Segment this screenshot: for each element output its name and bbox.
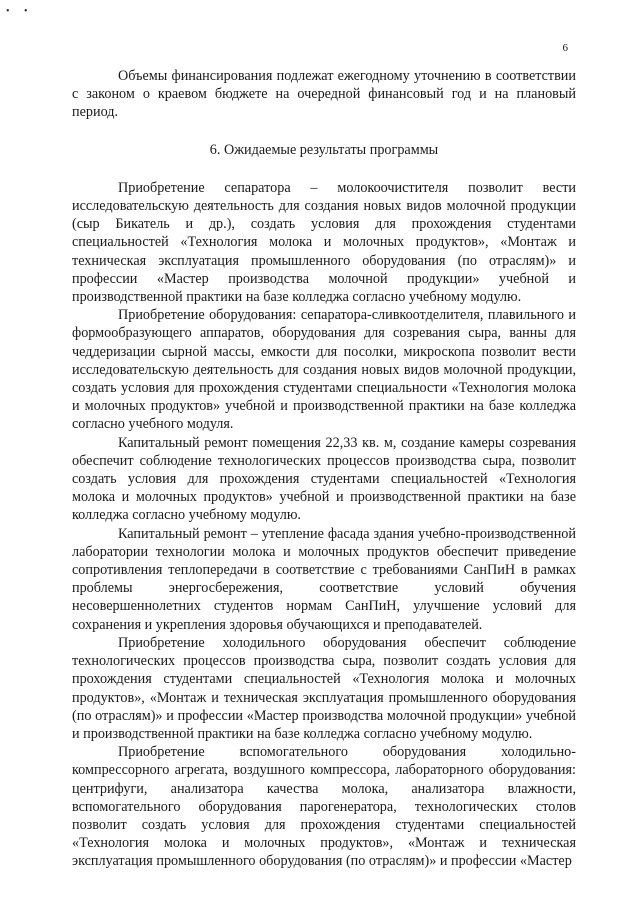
section-title: 6. Ожидаемые результаты программы [209, 141, 439, 158]
page-number: 6 [562, 42, 568, 54]
scan-corner-marks: • • [6, 6, 34, 17]
document-body [72, 67, 576, 871]
paragraph-renovation-facade: Капитальный ремонт – утепление фасада здания учебно-производственной лаборатории технологии молока и молочных продуктов обеспечит приведение сопротивления теплопередачи в соответствие с требованиями СанПиН в рамках проблемы энергосбережения, соответствие условий обучения несовершеннолетних студентов нормам СанПиН, улучшение условий для сохранения и укрепления здоровья обучающихся и преподавателей. [72, 525, 576, 633]
paragraph-equipment: Приобретение оборудования: сепаратора-сливкоотделителя, плавильного и формообразующего аппаратов, оборудования для созревания сыра, ванны для чеддеризации сырной массы, емкости для посолки, микроскопа позволит вести исследовательскую деятельность для создания новых видов молочной продукции, создать условия для прохождения студентами специальности «Технология молока и молочных продуктов» учебной и производственной практики на базе колледжа согласно учебного модуля. [72, 307, 576, 433]
paragraph-renovation-room: Капитальный ремонт помещения 22,33 кв. м, создание камеры созревания обеспечит соблюдение технологических процессов производства сыра, позволит создать условия для прохождения студентами специальностей «Технология молока и молочных продуктов» учебной и производственной практики на базе колледжа согласно учебному модулю. [72, 434, 576, 524]
paragraph-refrigeration: Приобретение холодильного оборудования обеспечит соблюдение технологических процессов производства сыра, позволит создать условия для прохождения студентами специальностей «Технология молока и молочных продуктов», «Монтаж и техническая эксплуатация промышленного оборудования (по отраслям)» и профессии «Мастер производства молочной продукции» учебной и производственной практики на базе колледжа согласно учебному модулю. [72, 634, 576, 742]
paragraph-auxiliary-equipment: Приобретение вспомогательного оборудования холодильно-компрессорного агрегата, воздушного компрессора, лабораторного оборудования: центрифуги, анализатора качества молока, анализатора влажности, вспомогательного оборудования парогенератора, технологических столов позволит создать условия для прохождения студентами специальностей «Технология молока и молочных продуктов», «Монтаж и техническая эксплуатация промышленного оборудования (по отраслям)» и профессии «Мастер [72, 744, 576, 870]
paragraph-separator: Приобретение сепаратора – молокоочистителя позволит вести исследовательскую деятельность для создания новых видов молочной продукции (сыр Бикатель и др.), создать условия для прохождения студентами специальностей «Технология молока и молочных продуктов», «Монтаж и техническая эксплуатация промышленного оборудования (по отраслям)» и профессии «Мастер производства молочной продукции» учебной и производственной практики на базе колледжа согласно учебному модулю. [72, 179, 576, 306]
intro-paragraph: Объемы финансирования подлежат ежегодному уточнению в соответствии с законом о краевом бюджете на очередной финансовый год и на плановый период. [72, 68, 576, 121]
